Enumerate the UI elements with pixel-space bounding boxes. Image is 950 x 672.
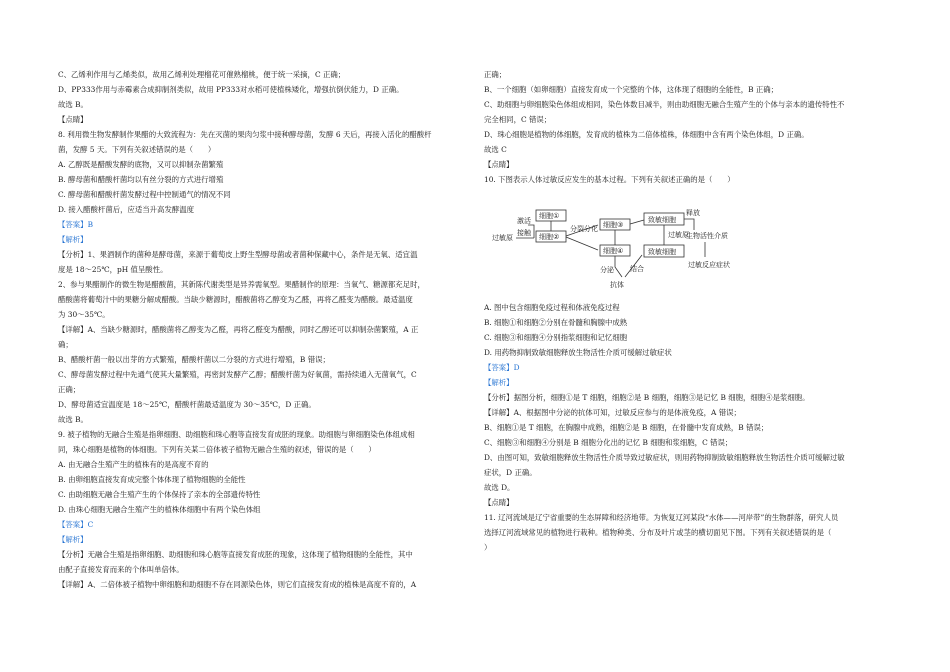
label-sensitized-bottom: 致敏细胞 <box>648 248 676 256</box>
text-line: 菌，发酵 5 天。下列有关叙述错误的是（ ） <box>58 145 216 154</box>
text-line: 【答案】C <box>58 520 94 529</box>
text-line: 为 30～35℃。 <box>58 310 110 319</box>
text-line: 【答案】D <box>484 363 520 372</box>
text-line: 【解析】 <box>484 378 514 387</box>
label-differentiate: 分裂分化 <box>570 225 598 233</box>
text-line: 9. 被子植物的无融合生殖是指卵细胞、助细胞和珠心胞等直接发育成胚的现象。助细胞与卵细胞染色体组成相 <box>58 430 415 439</box>
text-line: 故选 C <box>484 145 507 154</box>
label-allergen-left: 过敏原 <box>492 234 513 242</box>
text-line: 故选 D。 <box>484 483 515 492</box>
text-line: 【答案】B <box>58 220 93 229</box>
label-allergen-right: 过敏原 <box>668 231 689 239</box>
text-line: 【点睛】 <box>484 498 514 507</box>
text-line: 11. 辽河流域是辽宁省重要的生态屏障和经济地带。为恢复辽河某段“水体——河岸带”的生物群落，研究人员 <box>484 513 839 522</box>
text-line: 醋酸菌将葡萄汁中的果糖分解成醋酸。当缺少糖源时，醋酸菌将乙醇变为乙醛，再将乙醛变为醋酸。最适温度 <box>58 295 413 304</box>
text-line: D. 用药物抑制致敏细胞释放生物活性介质可缓解过敏症状 <box>484 348 672 357</box>
label-release: 释放 <box>686 209 700 217</box>
text-line: 正确； <box>484 70 507 79</box>
text-line: 确； <box>58 340 73 349</box>
text-line: 完全相同，C 错误； <box>484 115 552 124</box>
text-line: C、细胞③和细胞④分别是 B 细胞分化出的记忆 B 细胞和浆细胞，C 错误； <box>484 438 733 447</box>
text-line: 正确； <box>58 385 81 394</box>
text-line: A. 乙醇既是醋酸发酵的底物，又可以抑制杂菌繁殖 <box>58 160 224 169</box>
text-line: D. 接入醋酸杆菌后，应适当升高发酵温度 <box>58 205 195 214</box>
text-line: D、PP333作用与赤霉素合成抑制剂类似，故用 PP333对水稻可使植株矮化，增强抗倒伏能力，D 正确。 <box>58 85 404 94</box>
text-line: B、细胞①是 T 细胞，在胸腺中成熟，细胞②是 B 细胞，在骨髓中发育成熟，B 错误； <box>484 423 769 432</box>
text-line: A. 图中包含细胞免疫过程和体液免疫过程 <box>484 303 620 312</box>
text-line: B. 酵母菌和醋酸杆菌均以有丝分裂的方式进行增殖 <box>58 175 224 184</box>
text-line: D、酵母菌适宜温度是 18～25℃，醋酸杆菌最适温度为 30～35℃，D 正确。 <box>58 400 316 409</box>
label-combine: 结合 <box>630 265 644 273</box>
label-stimulate: 激活 <box>517 217 531 225</box>
label-secrete: 分泌 <box>600 266 614 274</box>
text-line: 度是 18～25℃，pH 值呈酸性。 <box>58 265 168 274</box>
text-line: ） <box>484 543 492 552</box>
text-line: 【分析】据图分析，细胞①是 T 细胞，细胞②是 B 细胞，细胞③是记忆 B 细胞，细胞④是浆细胞。 <box>484 393 810 402</box>
text-line: 【解析】 <box>58 235 88 244</box>
text-line: 【分析】无融合生殖是指卵细胞、助细胞和珠心胞等直接发育成胚的现象，这体现了植物细胞的全能性，其中 <box>58 550 413 559</box>
label-contact: 接触 <box>517 229 531 237</box>
label-cell3: 细胞③ <box>603 221 624 229</box>
label-sensitized-top: 致敏细胞 <box>648 216 676 224</box>
text-line: D、由图可知，致敏细胞释放生物活性介质导致过敏症状，则用药物抑制致敏细胞释放生物活性介质可缓解过敏 <box>484 453 845 462</box>
text-line: 10. 下图表示人体过敏反应发生的基本过程。下列有关叙述正确的是（ ） <box>484 175 735 184</box>
text-line: C. 细胞③和细胞④分别指浆细胞和记忆细胞 <box>484 333 628 342</box>
text-line: 选择辽河流域常见的植物进行栽种。植物种类、分布及叶片或茎的横切面见下图。下列有关叙述错误的是（ <box>484 528 832 537</box>
text-line: 【点睛】 <box>484 160 514 169</box>
label-symptom: 过敏反应症状 <box>688 261 730 269</box>
text-line: C、酵母菌发酵过程中先通气使其大量繁殖，再密封发酵产乙醇；醋酸杆菌为好氧菌，需持续通入无菌氧气，C <box>58 370 417 379</box>
text-line: A. 由无融合生殖产生的植株有的是高度不育的 <box>58 460 209 469</box>
text-line: D、珠心细胞是植物的体细胞，发育成的植株为二倍体植株，体细胞中含有两个染色体组，D 正确。 <box>484 130 809 139</box>
label-cell1: 细胞① <box>539 212 560 220</box>
text-line: C. 酵母菌和醋酸杆菌发酵过程中控制通气的情况不同 <box>58 190 231 199</box>
text-line: 【解析】 <box>58 535 88 544</box>
label-cell4: 细胞④ <box>603 247 624 255</box>
text-line: B、一个细胞（如卵细胞）直接发育成一个完整的个体，这体现了细胞的全能性，B 正确； <box>484 85 779 94</box>
text-line: B. 细胞①和细胞②分别在骨髓和胸腺中成熟 <box>484 318 628 327</box>
label-antibody: 抗体 <box>610 281 624 289</box>
text-line: 【详解】A、根据图中分泌的抗体可知，过敏反应参与的是体液免疫，A 错误； <box>484 408 741 417</box>
text-line: 8. 利用微生物发酵制作果醋的大致流程为：先在灭菌的果肉匀浆中接种酵母菌，发酵 6 天后，再接入活化的醋酸杆 <box>58 130 432 139</box>
text-line: B、醋酸杆菌一般以出芽的方式繁殖，醋酸杆菌以二分裂的方式进行增殖，B 错误； <box>58 355 330 364</box>
text-line: 同，珠心细胞是植物的体细胞。下列有关某二倍体被子植物无融合生殖的叙述，错误的是（ ） <box>58 445 376 454</box>
text-line: B. 由卵细胞直接发育成完整个体体现了植物细胞的全能性 <box>58 475 246 484</box>
text-line: 【详解】A、当缺少糖源时，醋酸菌将乙醇变为乙醛，再将乙醛变为醋酸，同时乙醇还可以抑制杂菌繁殖，A 正 <box>58 325 419 334</box>
text-line: 症状，D 正确。 <box>484 468 537 477</box>
text-line: C、助细胞与卵细胞染色体组成相同，染色体数目减半，则由助细胞无融合生殖产生的个体与亲本的遗传特性不 <box>484 100 845 109</box>
label-active-substance: 生物活性介质 <box>686 232 728 240</box>
text-line: 【分析】1、果酒制作的菌种是酵母菌，来源于葡萄皮上野生型酵母菌或者菌种保藏中心，条件是无氧、适宜温 <box>58 250 418 259</box>
text-line: 【详解】A、二倍体被子植物中卵细胞和助细胞不存在同源染色体，则它们直接发育成的植株是高度不育的，A <box>58 580 417 589</box>
text-line: 2、参与果醋制作的微生物是醋酸菌，其新陈代谢类型是异养需氧型。果醋制作的原理：当氧气、糖源都充足时， <box>58 280 425 289</box>
text-line: 故选 B。 <box>58 100 88 109</box>
allergy-process-diagram <box>490 205 748 300</box>
text-line: C、乙烯利作用与乙烯类似，故用乙烯利处理榴花可催熟榴桃，便于统一采摘，C 正确； <box>58 70 346 79</box>
label-cell2: 细胞② <box>539 233 560 241</box>
text-line: C. 由助细胞无融合生殖产生的个体保持了亲本的全部遗传特性 <box>58 490 261 499</box>
text-line: D. 由珠心细胞无融合生殖产生的植株体细胞中有两个染色体组 <box>58 505 261 514</box>
text-line: 故选 B。 <box>58 415 88 424</box>
text-line: 【点睛】 <box>58 115 88 124</box>
text-line: 由配子直接发育而来的个体叫单倍体。 <box>58 565 184 574</box>
